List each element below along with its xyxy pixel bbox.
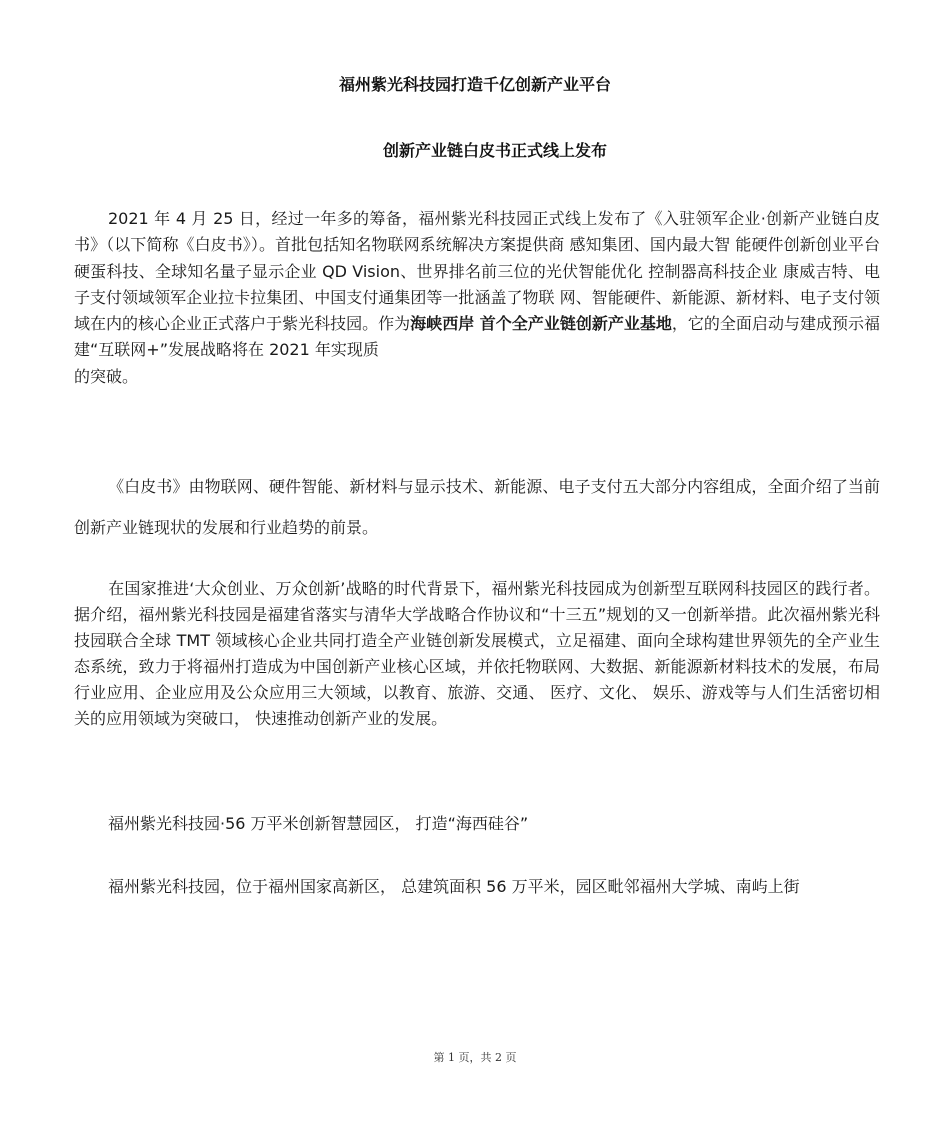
paragraph-2-text: 《白皮书》由物联网、硬件智能、新材料与显示技术、新能源、电子支付五大部分内容组成，全面介绍了当前创新产业链现状的发展和行业趋势的前景。 xyxy=(74,477,880,537)
paragraph-4 xyxy=(74,813,880,835)
page-number: 第 1 页，共 2 页 xyxy=(433,1051,517,1064)
paragraph-3-text: 在国家推进‘大众创业、万众创新’战略的时代背景下，福州紫光科技园成为创新型互联网科技园区的践行者。据介绍，福州紫光科技园是福建省落实与清华大学战略合作协议和“十三五”规划的又一创新举措。此次福州紫光科技园联合全球 TMT 领域核心企业共同打造全产业链创新发展模式，立足福建、面向全球构建世界领先的全产业生态系统，致力于将福州打造成为中国创新产业核心区域，并依托物联网、大数据、新能源新材料技术的发展，布局行业应用、企业应用及公众应用三大领域，以教育、旅游、交通、 医疗、文化、 娱乐、游戏等与人们生活密切相关的应用领域为突破口， 快速推动创新产业的发展。 xyxy=(74,579,880,729)
paragraph-1-text-end: 的突破。 xyxy=(74,366,139,386)
document-subtitle: 创新产业链白皮书正式线上发布 xyxy=(382,141,607,160)
paragraph-3 xyxy=(74,576,880,733)
paragraph-5-text: 福州紫光科技园，位于福州国家高新区， 总建筑面积 56 万平米，园区毗邻福州大学城、南屿上街 xyxy=(108,877,800,896)
paragraph-1-text-continued: ，它的全面启动与建成预示福建“互联网+”发展战略将在 2021 年实现质 xyxy=(74,314,880,360)
paragraph-1-text: 2021 年 4 月 25 日，经过一年多的筹备，福州紫光科技园正式线上发布了《入驻领军企业·创新产业链白皮书》（以下简称《白皮书》）。首批包括知名物联网系统解决方案提供商 感知集团、国内最大智 能硬件创新创业平台 硬蛋科技、全球知名量子显示企业 QD Vision、世界排名前三位的光伏智能优化 控制器高科技企业 康威吉特、电子支付领域领军企业拉卡拉集团、中国支付通集团等一批涵盖了物联 网、智能硬件、新能源、新材料、电子支付领域在内的核心企业正式落户于紫光科技园。作为 xyxy=(74,209,880,334)
paragraph-5 xyxy=(74,876,880,898)
paragraph-4-text: 福州紫光科技园·56 万平米创新智慧园区， 打造“海西硅谷” xyxy=(108,814,529,833)
paragraph-2 xyxy=(74,466,880,548)
document-title: 福州紫光科技园打造千亿创新产业平台 xyxy=(338,75,611,94)
paragraph-1 xyxy=(74,206,880,390)
paragraph-1-bold: 海峡西岸 首个全产业链创新产业基地 xyxy=(410,314,672,334)
